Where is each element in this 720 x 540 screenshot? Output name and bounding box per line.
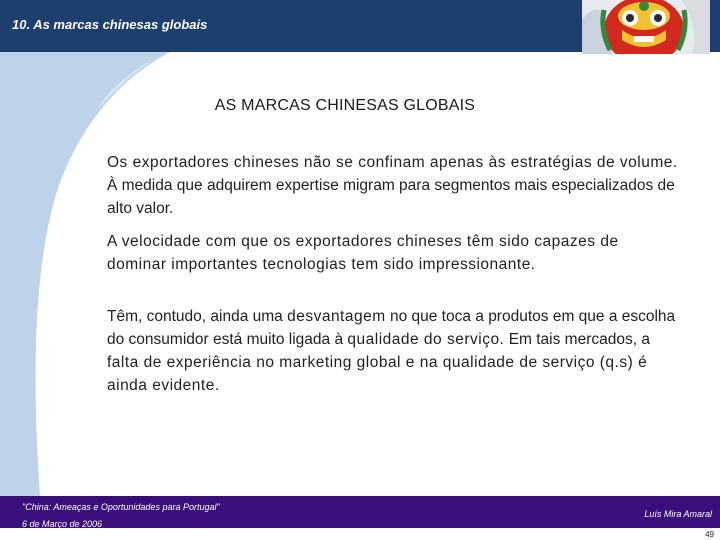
bullet-3-desvantagem: desvantagem	[287, 308, 386, 325]
slide-title: AS MARCAS CHINESAS GLOBAIS	[214, 97, 476, 114]
bullet-3-text-b: no que toca a produtos em que a escolha do consumidor está muito ligada à	[107, 308, 676, 348]
footer-bar	[0, 496, 720, 528]
footer-author: Luís Mira Amaral	[644, 509, 712, 519]
bullet-1-text: À medida que adquirem expertise migram para segmentos mais especializados de alto valor.	[107, 177, 675, 217]
bullet-velocidade: A velocidade com que os exportadores chineses têm sido capazes de dominar importantes tecnologias tem sido impressionante.	[107, 233, 619, 273]
bullet-exportadores	[107, 151, 682, 220]
page-number: 49	[705, 530, 714, 539]
bullet-1-emphasis: Os exportadores chineses não se confinam apenas às estratégias de volume.	[107, 154, 678, 171]
bullet-3-text-c: Em tais mercados, a	[504, 331, 650, 348]
bullet-3-qualidade: qualidade do serviço.	[347, 331, 505, 348]
bullet-3-period: .	[214, 377, 220, 394]
footer-presentation-title: "China: Ameaças e Oportunidades para Portugal"	[22, 502, 220, 512]
bullet-desvantagem	[107, 305, 682, 397]
footer-date: 6 de Março de 2006	[22, 519, 103, 529]
section-title: 10. As marcas chinesas globais	[12, 17, 208, 32]
bullet-3-falta: falta de experiência no marketing global e na qualidade de serviço (q.s) é ainda evidente	[107, 354, 648, 394]
lion-mask-icon	[582, 0, 710, 54]
chinese-lion-mask-image	[582, 0, 710, 54]
bullet-3-text-a: Têm, contudo, ainda uma	[107, 308, 288, 325]
